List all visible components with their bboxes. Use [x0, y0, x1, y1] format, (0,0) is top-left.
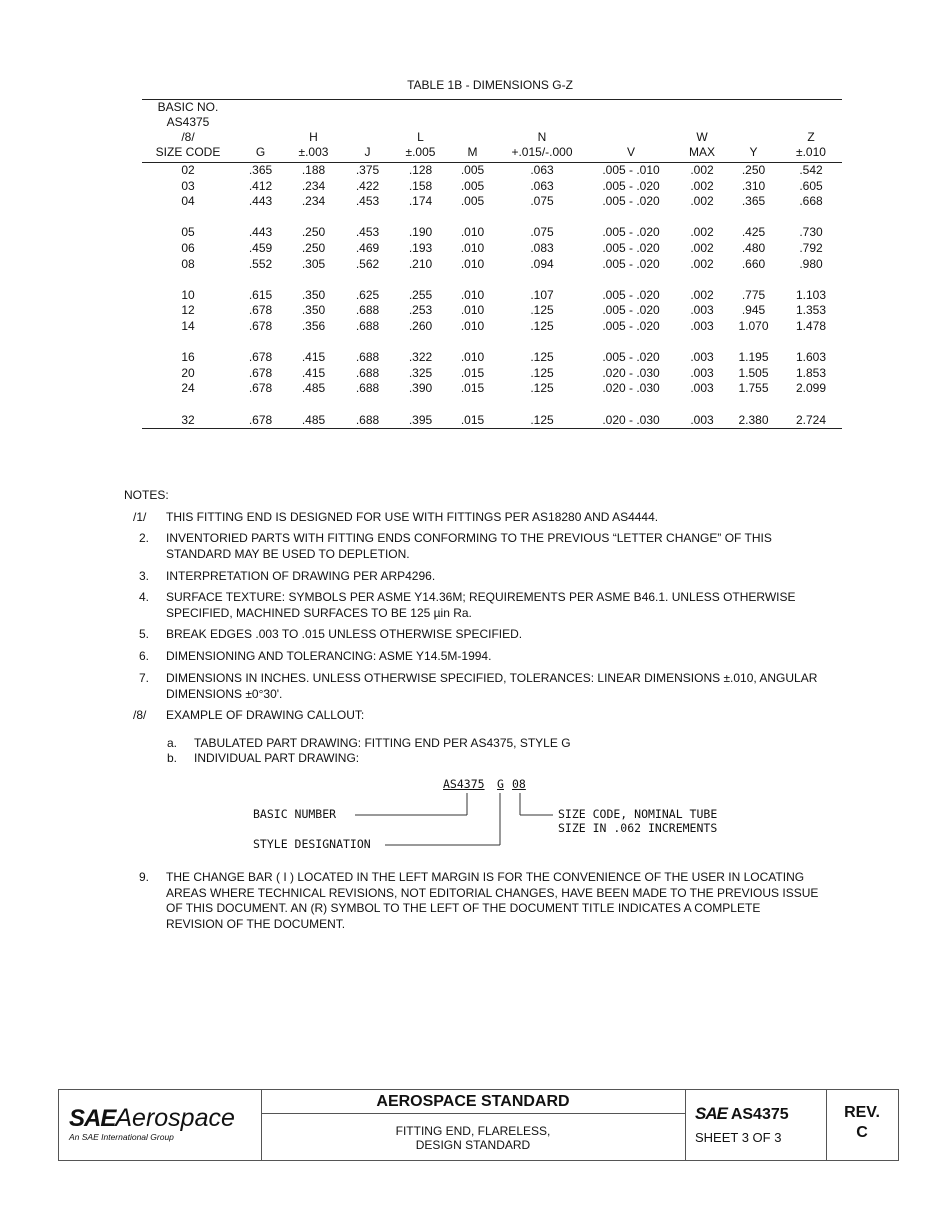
table-cell: .003 — [690, 381, 714, 396]
column-header: W MAX — [688, 130, 715, 159]
table-cell: .668 — [799, 194, 823, 209]
table-cell: .615 — [248, 287, 273, 302]
table-cell: .980 — [799, 256, 823, 271]
table-cell: .094 — [530, 256, 554, 271]
table-cell: .688 — [355, 365, 380, 380]
column-header: G — [255, 145, 266, 159]
table-spacer — [142, 397, 842, 413]
table-cell: .250 — [741, 163, 766, 177]
table-cell: .325 — [408, 365, 433, 380]
table-cell: 1.103 — [795, 287, 827, 302]
table-cell: 1.755 — [738, 381, 769, 396]
table-cell: .063 — [530, 178, 554, 193]
table-cell: .678 — [248, 412, 273, 427]
note-number: /8/ — [133, 708, 147, 722]
table-cell: 04 — [181, 194, 195, 209]
table-title: TABLE 1B - DIMENSIONS G-Z — [407, 78, 573, 92]
table-cell: .480 — [741, 240, 766, 255]
column-header: M — [467, 145, 478, 159]
table-cell: .688 — [355, 303, 380, 318]
table-cell: 08 — [181, 256, 195, 271]
table-cell: .005 - .020 — [602, 225, 660, 240]
table-cell: .688 — [355, 381, 380, 396]
table-cell: 06 — [181, 240, 195, 255]
table-row — [142, 413, 842, 429]
drawing-callout-diagram — [250, 775, 740, 855]
sheet-number: SHEET 3 OF 3 — [695, 1130, 782, 1145]
table-cell: .002 — [690, 163, 714, 177]
column-header: N +.015/-.000 — [511, 130, 573, 159]
table-cell: .485 — [301, 381, 326, 396]
table-cell: .350 — [301, 303, 326, 318]
table-cell: .552 — [248, 256, 273, 271]
table-cell: 16 — [181, 350, 195, 365]
table-cell: .188 — [301, 163, 326, 177]
table-cell: .015 — [460, 412, 485, 427]
table-cell: 1.353 — [795, 303, 827, 318]
note-line: INVENTORIED PARTS WITH FITTING ENDS CONFORMING TO THE PREVIOUS “LETTER CHANGE” OF THIS — [166, 531, 772, 545]
table-row — [142, 366, 842, 382]
note-line: SPECIFIED, MACHINED SURFACES TO BE 125 µin Ra. — [166, 605, 472, 620]
table-cell: 12 — [181, 303, 195, 318]
note-text — [166, 627, 856, 643]
table-cell: .469 — [355, 240, 380, 255]
notes-title: NOTES: — [124, 488, 169, 502]
callout-style: G — [497, 777, 504, 791]
note-line: DIMENSIONS ±0°30'. — [166, 686, 283, 701]
note-text — [166, 708, 856, 724]
table-cell: .005 - .020 — [602, 303, 660, 318]
table-cell: .003 — [690, 303, 714, 318]
revision-value: C — [856, 1124, 868, 1141]
note-text — [166, 671, 856, 702]
document-title-line-2: DESIGN STANDARD — [415, 1138, 531, 1152]
revision-cell — [826, 1090, 898, 1160]
table-row — [142, 225, 842, 241]
table-cell: .020 - .030 — [602, 381, 660, 396]
callout-part-number: AS4375 — [443, 777, 485, 791]
table-cell: .356 — [301, 318, 326, 333]
table-cell: .365 — [248, 163, 273, 177]
table-cell: .234 — [301, 178, 326, 193]
table-cell: .542 — [799, 163, 823, 177]
table-cell: .253 — [408, 303, 433, 318]
table-cell: .210 — [408, 256, 433, 271]
table-cell: .660 — [741, 256, 766, 271]
table-cell: .015 — [460, 365, 485, 380]
table-cell: .010 — [460, 303, 485, 318]
note-number: /1/ — [133, 510, 147, 524]
table-cell: .002 — [690, 287, 714, 302]
table-cell: .010 — [460, 240, 485, 255]
table-cell: .128 — [408, 163, 433, 177]
table-cell: 1.195 — [738, 350, 769, 365]
table-cell: .190 — [408, 225, 433, 240]
table-cell: .002 — [690, 240, 714, 255]
table-cell: .005 - .020 — [602, 178, 660, 193]
table-cell: .002 — [690, 194, 714, 209]
dimensions-table — [142, 99, 842, 429]
sub-item-text: INDIVIDUAL PART DRAWING: — [194, 751, 360, 765]
table-cell: .063 — [530, 163, 554, 177]
table-cell: .688 — [355, 318, 380, 333]
table-cell: .002 — [690, 178, 714, 193]
document-number-cell — [685, 1090, 827, 1160]
table-cell: .125 — [530, 412, 554, 427]
sae-mark: SAE — [695, 1104, 727, 1123]
table-cell: .003 — [690, 412, 714, 427]
column-header: L ±.005 — [405, 130, 436, 159]
callout-size-label-1: SIZE CODE, NOMINAL TUBE — [558, 807, 718, 821]
table-row — [142, 381, 842, 397]
table-cell: .678 — [248, 381, 273, 396]
table-spacer — [142, 210, 842, 226]
note-text — [166, 569, 856, 585]
table-cell: .415 — [301, 350, 326, 365]
table-cell: 1.505 — [738, 365, 769, 380]
table-cell: .125 — [530, 381, 554, 396]
note-text — [166, 510, 856, 526]
table-cell: .005 - .020 — [602, 194, 660, 209]
table-cell: .415 — [301, 365, 326, 380]
revision-label: REV. — [844, 1104, 880, 1121]
note-number: 9. — [139, 870, 150, 884]
table-cell: .003 — [690, 350, 714, 365]
note-text — [166, 870, 856, 932]
table-cell: .015 — [460, 381, 485, 396]
table-cell: .425 — [741, 225, 766, 240]
table-cell: 1.603 — [795, 350, 827, 365]
callout-style-label: STYLE DESIGNATION — [253, 837, 371, 851]
table-cell: .678 — [248, 350, 273, 365]
table-row — [142, 179, 842, 195]
table-row — [142, 303, 842, 319]
table-cell: .322 — [408, 350, 433, 365]
callout-size-label-2: SIZE IN .062 INCREMENTS — [558, 821, 718, 835]
note-line: BREAK EDGES .003 TO .015 UNLESS OTHERWISE SPECIFIED. — [166, 627, 523, 641]
table-cell: .003 — [690, 365, 714, 380]
note-line: SURFACE TEXTURE: SYMBOLS PER ASME Y14.36M; REQUIREMENTS PER ASME B46.1. UNLESS OTHERWISE — [166, 590, 796, 604]
table-cell: .005 - .020 — [602, 256, 660, 271]
table-cell: 2.380 — [738, 412, 769, 427]
table-cell: 02 — [181, 163, 195, 177]
note-line: DIMENSIONS IN INCHES. UNLESS OTHERWISE SPECIFIED, TOLERANCES: LINEAR DIMENSIONS ±.010, ANGULAR — [166, 671, 818, 685]
column-header: V — [626, 145, 635, 159]
callout-size: 08 — [512, 777, 526, 791]
sub-item-letter: b. — [167, 751, 178, 765]
table-cell: 1.853 — [795, 365, 827, 380]
column-header: Z ±.010 — [796, 130, 826, 159]
column-header: J — [364, 145, 371, 159]
table-cell: .250 — [301, 225, 326, 240]
table-cell: .075 — [530, 194, 554, 209]
logo-subtitle: An SAE International Group — [69, 1132, 174, 1142]
column-header: BASIC NO. AS4375 /8/ SIZE CODE — [155, 100, 221, 159]
table-cell: .562 — [355, 256, 380, 271]
table-cell: .792 — [799, 240, 823, 255]
column-header: Y — [749, 145, 758, 159]
table-cell: .005 — [460, 178, 485, 193]
title-cell — [261, 1090, 686, 1160]
table-cell: 1.070 — [738, 318, 769, 333]
table-cell: .010 — [460, 225, 485, 240]
callout-leader-lines — [250, 775, 740, 855]
table-cell: .075 — [530, 225, 554, 240]
note-text — [166, 590, 856, 621]
table-row — [142, 163, 842, 179]
note-line: EXAMPLE OF DRAWING CALLOUT: — [166, 708, 365, 722]
table-cell: .945 — [741, 303, 766, 318]
note-number: 6. — [139, 649, 150, 663]
logo-cell — [59, 1090, 262, 1160]
note-line: DIMENSIONING AND TOLERANCING: ASME Y14.5M-1994. — [166, 649, 492, 663]
table-cell: .678 — [248, 318, 273, 333]
sub-item-text: TABULATED PART DRAWING: FITTING END PER AS4375, STYLE G — [194, 736, 571, 750]
callout-basic-label: BASIC NUMBER — [253, 807, 337, 821]
table-cell: .174 — [408, 194, 433, 209]
table-spacer — [142, 335, 842, 351]
table-cell: 24 — [181, 381, 195, 396]
document-title-line-1: FITTING END, FLARELESS, — [395, 1124, 551, 1138]
table-cell: .250 — [301, 240, 326, 255]
note-line: REVISION OF THE DOCUMENT. — [166, 916, 346, 931]
table-cell: .010 — [460, 350, 485, 365]
table-cell: .010 — [460, 256, 485, 271]
table-cell: .678 — [248, 365, 273, 380]
table-cell: .005 — [460, 194, 485, 209]
table-cell: .350 — [301, 287, 326, 302]
table-cell: .305 — [301, 256, 326, 271]
standard-heading: AEROSPACE STANDARD — [261, 1090, 685, 1114]
table-cell: .234 — [301, 194, 326, 209]
table-row — [142, 288, 842, 304]
table-cell: .107 — [530, 287, 554, 302]
table-cell: .459 — [248, 240, 273, 255]
note-line: OF THIS DOCUMENT. AN (R) SYMBOL TO THE LEFT OF THE DOCUMENT TITLE INDICATES A COMPLETE — [166, 901, 761, 915]
table-cell: .193 — [408, 240, 433, 255]
table-row — [142, 319, 842, 335]
table-cell: .443 — [248, 225, 273, 240]
table-cell: .412 — [248, 178, 273, 193]
table-cell: .002 — [690, 256, 714, 271]
table-cell: .390 — [408, 381, 433, 396]
table-cell: .422 — [355, 178, 380, 193]
note-line: THIS FITTING END IS DESIGNED FOR USE WITH FITTINGS PER AS18280 AND AS4444. — [166, 510, 659, 524]
table-row — [142, 241, 842, 257]
table-cell: .125 — [530, 318, 554, 333]
table-cell: 1.478 — [795, 318, 827, 333]
table-cell: .005 - .020 — [602, 350, 660, 365]
table-cell: 03 — [181, 178, 195, 193]
note-text — [166, 531, 856, 562]
note-number: 3. — [139, 569, 150, 583]
table-row — [142, 350, 842, 366]
note-line: AREAS WHERE TECHNICAL REVISIONS, NOT EDITORIAL CHANGES, HAVE BEEN MADE TO THE PREVIOUS ISSUE — [166, 885, 819, 900]
table-cell: .010 — [460, 318, 485, 333]
table-row — [142, 194, 842, 210]
table-cell: .005 - .010 — [602, 163, 660, 177]
table-cell: .125 — [530, 350, 554, 365]
note-line: STANDARD MAY BE USED TO DEPLETION. — [166, 546, 410, 561]
document-number: SAE AS4375 — [695, 1104, 789, 1123]
sub-item-letter: a. — [167, 736, 178, 750]
table-cell: .678 — [248, 303, 273, 318]
table-cell: .365 — [741, 194, 766, 209]
table-cell: .605 — [799, 178, 823, 193]
table-cell: .453 — [355, 194, 380, 209]
table-cell: .020 - .030 — [602, 412, 660, 427]
note-line: INTERPRETATION OF DRAWING PER ARP4296. — [166, 569, 436, 583]
table-cell: 14 — [181, 318, 195, 333]
table-cell: 32 — [181, 412, 195, 427]
table-header-row — [142, 100, 842, 163]
table-cell: .485 — [301, 412, 326, 427]
table-cell: .005 - .020 — [602, 240, 660, 255]
table-cell: .395 — [408, 412, 433, 427]
table-cell: .002 — [690, 225, 714, 240]
table-cell: .003 — [690, 318, 714, 333]
note-number: 4. — [139, 590, 150, 604]
table-cell: .255 — [408, 287, 433, 302]
table-cell: .020 - .030 — [602, 365, 660, 380]
table-spacer — [142, 272, 842, 288]
table-cell: 10 — [181, 287, 195, 302]
table-cell: .005 — [460, 163, 485, 177]
table-cell: .730 — [799, 225, 823, 240]
table-cell: 2.099 — [795, 381, 827, 396]
table-cell: .158 — [408, 178, 433, 193]
sae-aerospace-logo: SAEAerospace — [69, 1104, 235, 1132]
note-line: THE CHANGE BAR ( I ) LOCATED IN THE LEFT MARGIN IS FOR THE CONVENIENCE OF THE USER IN LOCATING — [166, 870, 805, 884]
table-cell: .375 — [355, 163, 380, 177]
table-cell: .005 - .020 — [602, 287, 660, 302]
note-text — [166, 649, 856, 665]
table-cell: .083 — [530, 240, 554, 255]
table-cell: .125 — [530, 365, 554, 380]
table-cell: 2.724 — [795, 412, 827, 427]
table-cell: .688 — [355, 412, 380, 427]
table-cell: .453 — [355, 225, 380, 240]
table-cell: 05 — [181, 225, 195, 240]
table-cell: .125 — [530, 303, 554, 318]
table-cell: .625 — [355, 287, 380, 302]
table-row — [142, 257, 842, 273]
table-cell: .005 - .020 — [602, 318, 660, 333]
note-number: 7. — [139, 671, 150, 685]
note-number: 5. — [139, 627, 150, 641]
table-cell: 20 — [181, 365, 195, 380]
column-header: H ±.003 — [298, 130, 329, 159]
table-cell: .010 — [460, 287, 485, 302]
title-block — [58, 1089, 899, 1161]
note-number: 2. — [139, 531, 150, 545]
table-cell: .310 — [741, 178, 766, 193]
table-cell: .443 — [248, 194, 273, 209]
table-cell: .260 — [408, 318, 433, 333]
table-cell: .688 — [355, 350, 380, 365]
table-cell: .775 — [741, 287, 766, 302]
